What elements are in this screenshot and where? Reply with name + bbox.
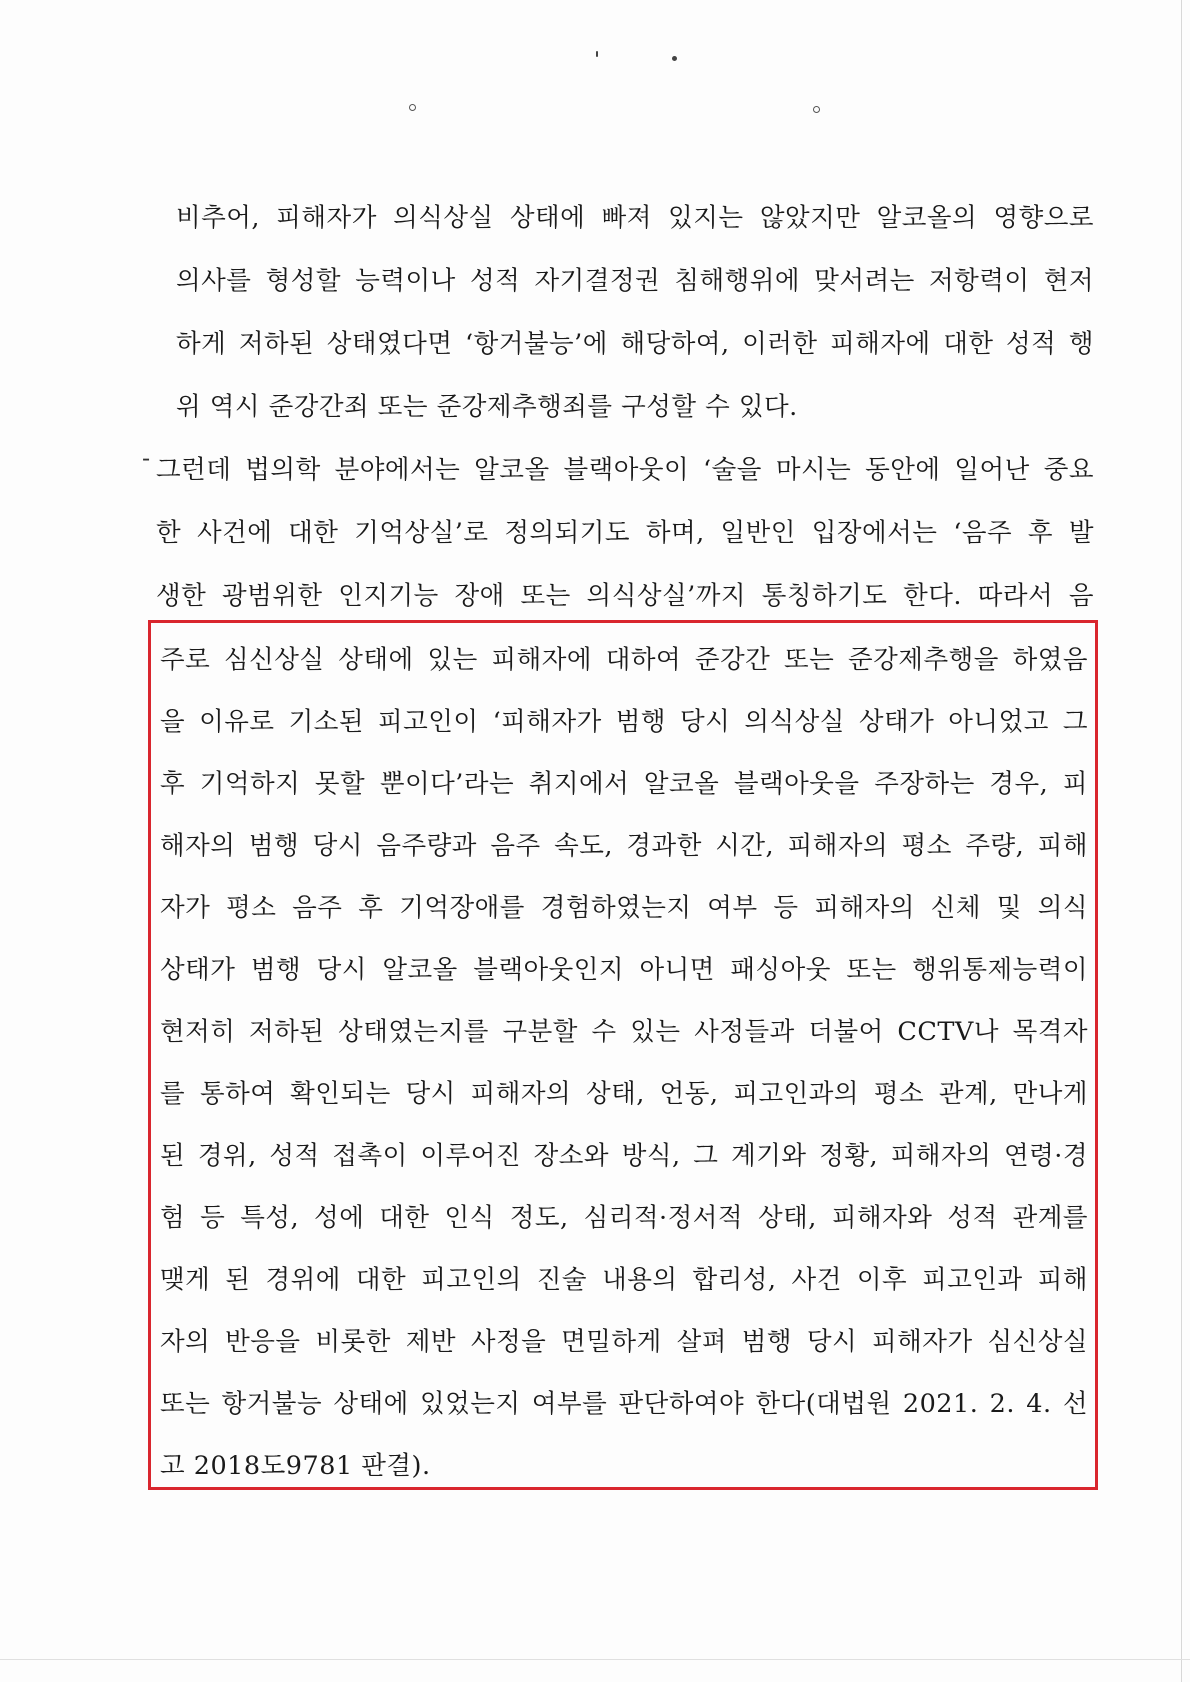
text-line: 하게 저하된 상태였다면 ‘항거불능’에 해당하여, 이러한 피해자에 대한 성적 행 — [176, 329, 1094, 359]
text-line: 자의 반응을 비롯한 제반 사정을 면밀하게 살펴 범행 당시 피해자가 심신상실 — [160, 1327, 1088, 1357]
highlight-box — [148, 620, 1098, 1490]
text-line: 의사를 형성할 능력이나 성적 자기결정권 침해행위에 맞서려는 저항력이 현저 — [176, 266, 1094, 296]
text-line: 주로 심신상실 상태에 있는 피해자에 대하여 준강간 또는 준강제추행을 하였음 — [160, 645, 1088, 675]
text-line: 을 이유로 기소된 피고인이 ‘피해자가 범행 당시 의식상실 상태가 아니었고 그 — [160, 707, 1088, 737]
text-line: 해자의 범행 당시 음주량과 음주 속도, 경과한 시간, 피해자의 평소 주량, 피해 — [160, 831, 1088, 861]
text-line: 한 사건에 대한 기억상실’로 정의되기도 하며, 일반인 입장에서는 ‘음주 후 발 — [156, 518, 1094, 548]
text-line: 된 경위, 성적 접촉이 이루어진 장소와 방식, 그 계기와 정황, 피해자의 연령·경 — [160, 1141, 1088, 1171]
text-line: 상태가 범행 당시 알코올 블랙아웃인지 아니면 패싱아웃 또는 행위통제능력이 — [160, 955, 1088, 985]
text-line: 현저히 저하된 상태였는지를 구분할 수 있는 사정들과 더불어 CCTV나 목격자 — [160, 1017, 1088, 1047]
text-line: 그런데 법의학 분야에서는 알코올 블랙아웃이 ‘술을 마시는 동안에 일어난 중요 — [156, 455, 1094, 485]
scan-speck — [672, 56, 677, 61]
text-line: 험 등 특성, 성에 대한 인식 정도, 심리적·정서적 상태, 피해자와 성적 관계를 — [160, 1203, 1088, 1233]
bullet-marker: - — [142, 444, 151, 472]
page-edge — [0, 1659, 1190, 1660]
text-line: 자가 평소 음주 후 기억장애를 경험하였는지 여부 등 피해자의 신체 및 의식 — [160, 893, 1088, 923]
text-line: 또는 항거불능 상태에 있었는지 여부를 판단하여야 한다(대법원 2021. 2. 4. 선 — [160, 1389, 1088, 1419]
text-line: 생한 광범위한 인지기능 장애 또는 의식상실’까지 통칭하기도 한다. 따라서 음 — [156, 581, 1094, 611]
text-line: 맺게 된 경위에 대한 피고인의 진술 내용의 합리성, 사건 이후 피고인과 피해 — [160, 1265, 1088, 1295]
text-line: 비추어, 피해자가 의식상실 상태에 빠져 있지는 않았지만 알코올의 영향으로 — [176, 203, 1094, 233]
text-line: 위 역시 준강간죄 또는 준강제추행죄를 구성할 수 있다. — [176, 392, 798, 422]
scan-speck — [596, 51, 598, 57]
scan-speck — [813, 106, 820, 113]
scan-speck — [409, 104, 416, 111]
text-line: 를 통하여 확인되는 당시 피해자의 상태, 언동, 피고인과의 평소 관계, 만나게 — [160, 1079, 1088, 1109]
text-line: 후 기억하지 못할 뿐이다’라는 취지에서 알코올 블랙아웃을 주장하는 경우, 피 — [160, 769, 1088, 799]
text-line: 고 2018도9781 판결). — [160, 1451, 431, 1481]
page-edge — [1181, 0, 1182, 1682]
